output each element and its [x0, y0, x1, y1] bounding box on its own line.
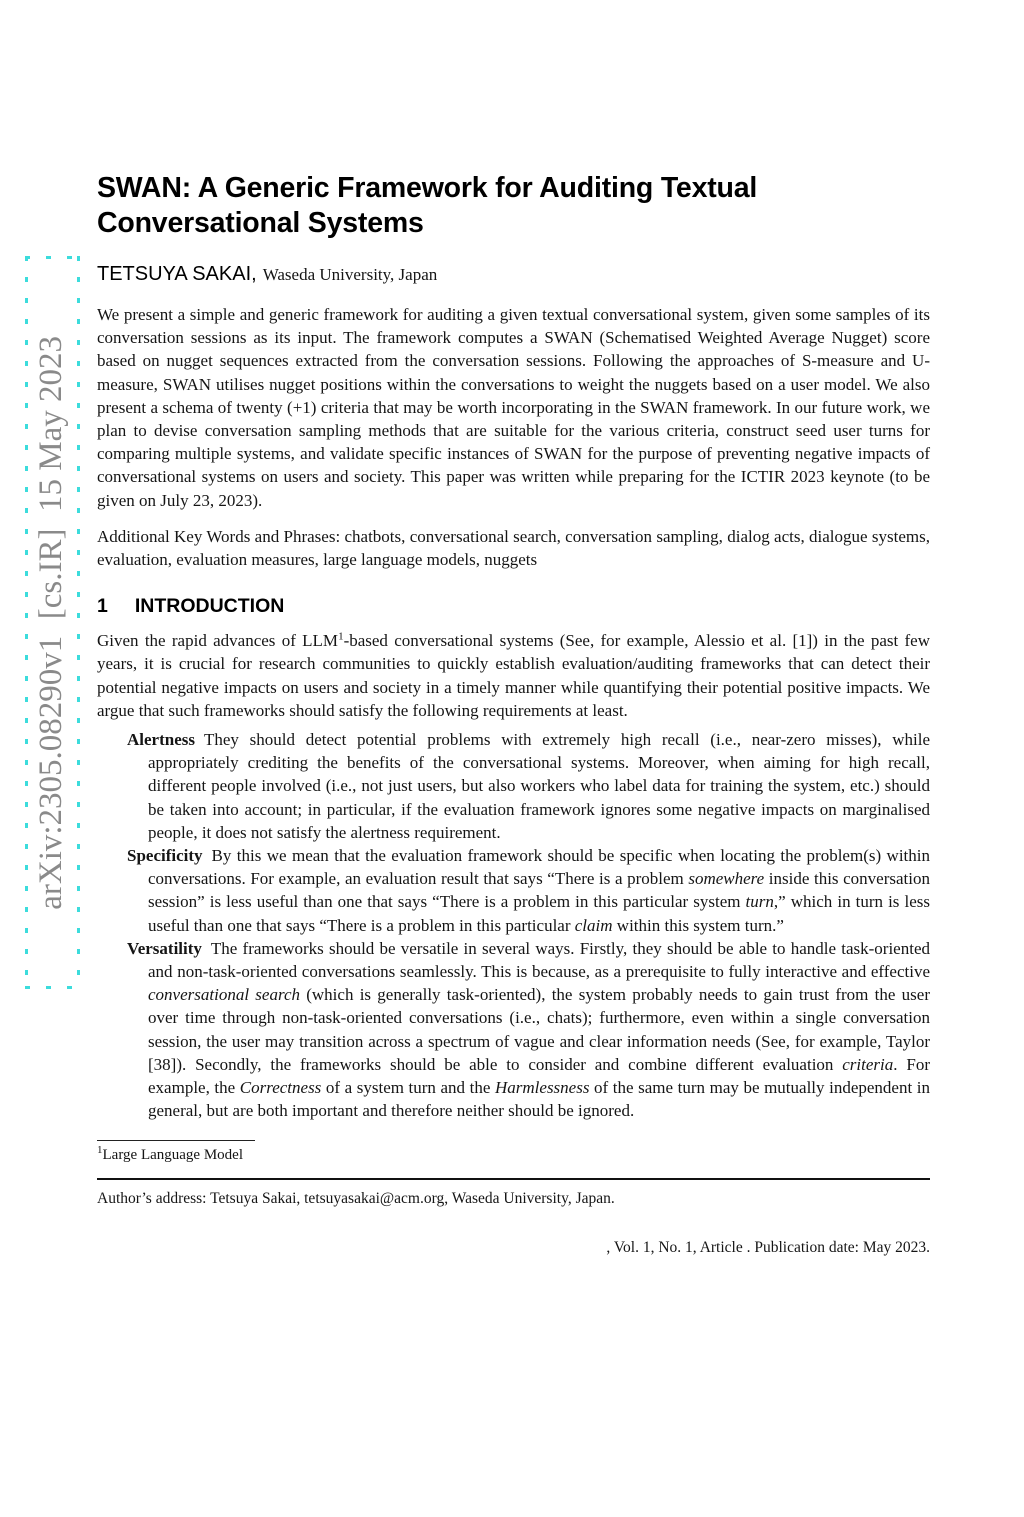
requirement-body: The frameworks should be versatile in several ways. Firstly, they should be able to handle task-oriented and non-task-oriented conversations seamlessly. This is because, as a prerequisite to fully interactive and effective [148, 938, 930, 982]
italic-somewhere: somewhere [688, 869, 765, 889]
arxiv-watermark [25, 256, 78, 989]
requirement-body: By this we mean that the evaluation framework should be specific when locating the problem(s) within conversations. For example, an evaluation result that says “There is a problem [148, 846, 930, 889]
author-address: Author’s address: Tetsuya Sakai, tetsuyasakai@acm.org, Waseda University, Japan. [97, 1189, 615, 1207]
intro-text-b: -based conversational systems (See, for example, Alessio et al. [1]) in the past few years, it is crucial for research communities to quickly establish evaluation/auditing frameworks that can detect their potential negative impacts on users and society in a timely manner while quantifying their potential positive impacts. We argue that such frameworks should satisfy the following requirements at least. [97, 631, 931, 720]
requirement-term-specificity: Specificity [127, 846, 203, 866]
intro-paragraph [97, 629, 930, 722]
requirement-body: ,” which in turn is less useful than one that says “There is a problem in this particular [148, 892, 930, 935]
requirement-body: of a system turn and the [321, 1078, 495, 1098]
requirement-body: (which is generally task-oriented), the system probably needs to gain trust from the user over time through non-task-oriented conversations (i.e., chats); furthermore, even within a single conversation session, the user may transition across a spectrum of vague and clear information needs (See, for example, Taylor [38]). Secondly, the frameworks should be able to consider and combine different evaluation [148, 985, 930, 1074]
footnote-reference: 1 [338, 630, 344, 643]
keywords: Additional Key Words and Phrases: chatbots, conversational search, conversation sampling, dialog acts, dialogue systems, evaluation, evaluation measures, large language models, nuggets [97, 526, 930, 570]
address-rule [97, 1178, 930, 1180]
requirement-alertness [97, 728, 930, 844]
requirement-body: . For example, the [148, 1054, 930, 1098]
requirement-body: within this system turn.” [612, 915, 784, 935]
requirement-specificity [97, 844, 930, 937]
intro-text-a: Given the rapid advances of LLM [97, 631, 339, 651]
footnote-rule [97, 1140, 255, 1141]
requirement-body: They should detect potential problems with extremely high recall (i.e., near-zero misses), while appropriately crediting the benefits of the conversational systems. Moreover, when aiming for high recall, different people involved (i.e., not just users, but also workers who label data for training the system, etc.) should be taken into account; in particular, if the evaluation framework ignores some negative impacts on marginalised people, it does not satisfy the alertness requirement. [148, 730, 930, 842]
italic-turn: turn [745, 892, 774, 912]
requirement-body: of the same turn may be mutually independent in general, but are both important and therefore neither should be ignored. [148, 1078, 930, 1121]
section-heading-introduction [97, 595, 930, 618]
author-line [97, 262, 930, 288]
footnote-text: Large Language Model [102, 1146, 244, 1163]
italic-harmlessness: Harmlessness [495, 1078, 590, 1098]
section-title: INTRODUCTION [134, 595, 285, 618]
requirement-body: inside this conversation session” is less useful than one that says “There is a problem in this particular system [148, 869, 930, 912]
footnote-mark: 1 [97, 1143, 103, 1156]
requirements-list [97, 728, 930, 1122]
italic-claim: claim [574, 915, 613, 935]
publication-footer: , Vol. 1, No. 1, Article . Publication date: May 2023. [606, 1238, 930, 1256]
paper-content [97, 0, 930, 1257]
abstract: We present a simple and generic framework for auditing a given textual conversational system, given some samples of its conversation sessions as its input. The framework computes a SWAN (Schematised Weighted Average Nugget) score based on nugget sequences extracted from the conversation sessions. Following the approaches of S-measure and U-measure, SWAN utilises nugget positions within the conversations to weight the nuggets based on a user model. We also present a schema of twenty (+1) criteria that may be worth incorporating in the SWAN framework. In our future work, we plan to devise conversation sampling methods that are suitable for the various criteria, construct seed user turns for comparing multiple systems, and validate specific instances of SWAN for the purpose of preventing negative impacts of conversational systems on users and society. This paper was written while preparing for the ICTIR 2023 keynote (to be given on July 23, 2023). [97, 305, 930, 510]
italic-conversational-search: conversational search [148, 985, 300, 1005]
italic-criteria: criteria [842, 1054, 894, 1074]
requirement-term-alertness: Alertness [127, 730, 195, 750]
footnote [97, 1145, 930, 1165]
paper-title: SWAN: A Generic Framework for Auditing Textual Conversational Systems [97, 172, 758, 239]
author-name: TETSUYA SAKAI, [97, 263, 257, 285]
requirement-versatility [97, 937, 930, 1123]
italic-correctness: Correctness [239, 1078, 322, 1098]
section-number: 1 [97, 595, 108, 618]
arxiv-watermark-text: arXiv:2305.08290v1 [cs.IR] 15 May 2023 [33, 335, 69, 910]
author-affiliation: Waseda University, Japan [262, 265, 438, 284]
requirement-term-versatility: Versatility [127, 938, 202, 958]
